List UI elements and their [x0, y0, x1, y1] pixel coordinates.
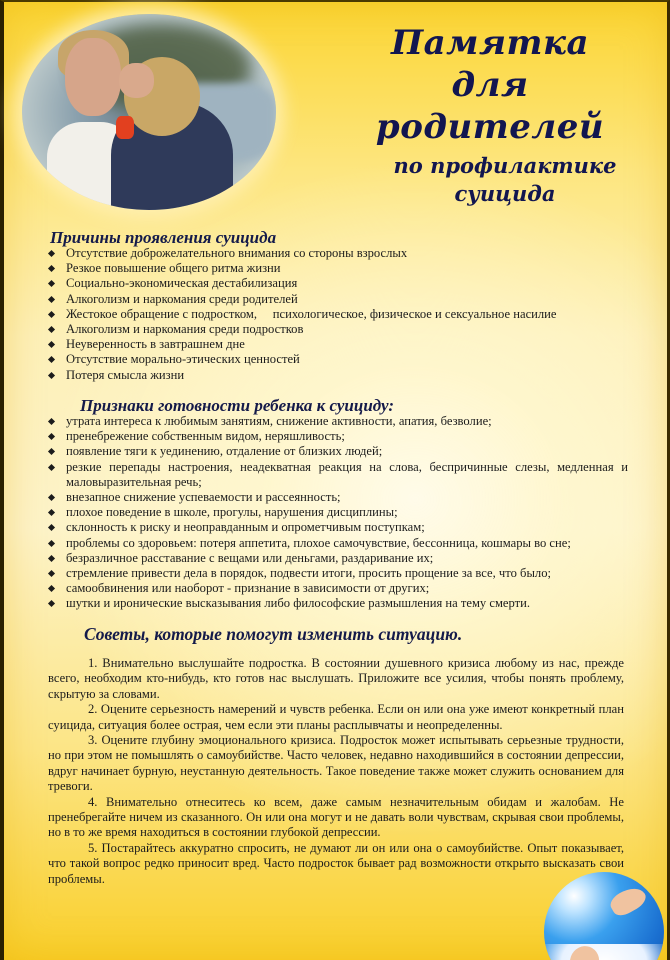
- bullet-icon: [48, 280, 55, 287]
- causes-heading: Причины проявления суицида: [50, 228, 277, 247]
- bullet-icon: [48, 296, 55, 303]
- cloud-shape: [544, 944, 664, 960]
- signs-heading: Признаки готовности ребенка к суициду:: [80, 396, 394, 415]
- photo-woman-face: [65, 38, 121, 116]
- page-title: [340, 22, 640, 208]
- bullet-icon: [48, 341, 55, 348]
- list-item: плохое поведение в школе, прогулы, нарушения дисциплины;: [46, 505, 628, 520]
- list-item: утрата интереса к любимым занятиям, снижение активности, апатия, безволие;: [46, 414, 628, 429]
- list-item: появление тяги к уединению, отдаление от близких людей;: [46, 444, 628, 459]
- title-line-2: для родителей: [375, 65, 605, 147]
- reaching-hand-icon: [607, 882, 649, 919]
- bullet-icon: [48, 326, 55, 333]
- list-item: резкие перепады настроения, неадекватная реакция на слова, беспричинные слезы, медленная и маловыразительная речь;: [46, 460, 628, 490]
- list-item: Алкоголизм и наркомания среди родителей: [46, 292, 646, 307]
- photo-bracelet: [116, 116, 134, 140]
- bullet-icon: [48, 600, 55, 607]
- header-photo: [22, 14, 276, 210]
- list-item: Резкое повышение общего ритма жизни: [46, 261, 646, 276]
- advice-paragraph-5: 5. Постарайтесь аккуратно спросить, не думают ли он или она о самоубийстве. Опыт показывает, что такой вопрос редко приносит вред. Часто подросток бывает рад возможности открыто высказать свои проблемы.: [48, 840, 624, 886]
- list-item: склонность к риску и неоправданным и опрометчивым поступкам;: [46, 520, 628, 535]
- list-item: шутки и иронические высказывания либо философские размышления на тему смерти.: [46, 596, 628, 611]
- title-line-4: суицида: [454, 181, 556, 206]
- bullet-icon: [48, 250, 55, 257]
- advice-paragraph-4: 4. Внимательно отнеситесь ко всем, даже самым незначительным обидам и жалобам. Не пренебрегайте ничем из сказанного. Он или она могут и не давать воли чувствам, скрывая свои проблемы, но в то же время находиться в состоянии глубокой депрессии.: [48, 794, 624, 840]
- bullet-icon: [48, 524, 55, 531]
- list-item: стремление привести дела в порядок, подвести итоги, просить прощение за все, что было;: [46, 566, 628, 581]
- bullet-icon: [48, 585, 55, 592]
- list-item: безразличное расставание с вещами или деньгами, раздаривание их;: [46, 551, 628, 566]
- list-item: внезапное снижение успеваемости и рассеянность;: [46, 490, 628, 505]
- bullet-icon: [48, 540, 55, 547]
- signs-list: [46, 414, 628, 612]
- list-item: Жестокое обращение с подростком, психологическое, физическое и сексуальное насилие: [46, 307, 646, 322]
- advice-heading: Советы, которые помогут изменить ситуацию.: [84, 624, 463, 644]
- list-item: проблемы со здоровьем: потеря аппетита, плохое самочувствие, бессонница, кошмары во сне;: [46, 536, 628, 551]
- bullet-icon: [48, 494, 55, 501]
- bullet-icon: [48, 265, 55, 272]
- title-line-1: Памятка: [390, 23, 590, 63]
- advice-paragraph-1: 1. Внимательно выслушайте подростка. В состоянии душевного кризиса любому из нас, прежде всего, необходим кто-нибудь, кто готов нас выслушать. Приложите все усилия, чтобы понять проблему, скрытую за словами.: [48, 656, 624, 701]
- title-line-3: по профилактике: [393, 153, 617, 178]
- bullet-icon: [48, 464, 55, 471]
- bullet-icon: [48, 356, 55, 363]
- list-item: самообвинения или наоборот - признание в зависимости от других;: [46, 581, 628, 596]
- list-item: Потеря смысла жизни: [46, 368, 646, 383]
- advice-paragraph-2: 2. Оцените серьезность намерений и чувств ребенка. Если он или она уже имеют конкретный план суицида, ситуация более острая, чем если эти планы расплывчаты и неопределенны.: [48, 702, 624, 732]
- bullet-icon: [48, 570, 55, 577]
- list-item: Отсутствие морально-этических ценностей: [46, 352, 646, 367]
- photo-hand: [119, 63, 155, 98]
- bullet-icon: [48, 372, 55, 379]
- list-item: Отсутствие доброжелательного внимания со стороны взрослых: [46, 246, 646, 261]
- advice-paragraph-3: 3. Оцените глубину эмоционального кризиса. Подросток может испытывать серьезные трудности, но при этом не помышлять о самоубийстве. Часто человек, недавно находившийся в состоянии депрессии, вдруг начинает бурную, неустанную деятельность. Такое поведение также может служить основанием для тревоги.: [48, 733, 624, 794]
- bullet-icon: [48, 448, 55, 455]
- list-item: Неуверенность в завтрашнем дне: [46, 337, 646, 352]
- bullet-icon: [48, 418, 55, 425]
- bullet-icon: [48, 555, 55, 562]
- list-item: Алкоголизм и наркомания среди подростков: [46, 322, 646, 337]
- advice-text: [48, 656, 624, 887]
- causes-list: [46, 246, 646, 383]
- bullet-icon: [48, 433, 55, 440]
- list-item: пренебрежение собственным видом, неряшливость;: [46, 429, 628, 444]
- list-item: Социально-экономическая дестабилизация: [46, 276, 646, 291]
- bullet-icon: [48, 509, 55, 516]
- bullet-icon: [48, 311, 55, 318]
